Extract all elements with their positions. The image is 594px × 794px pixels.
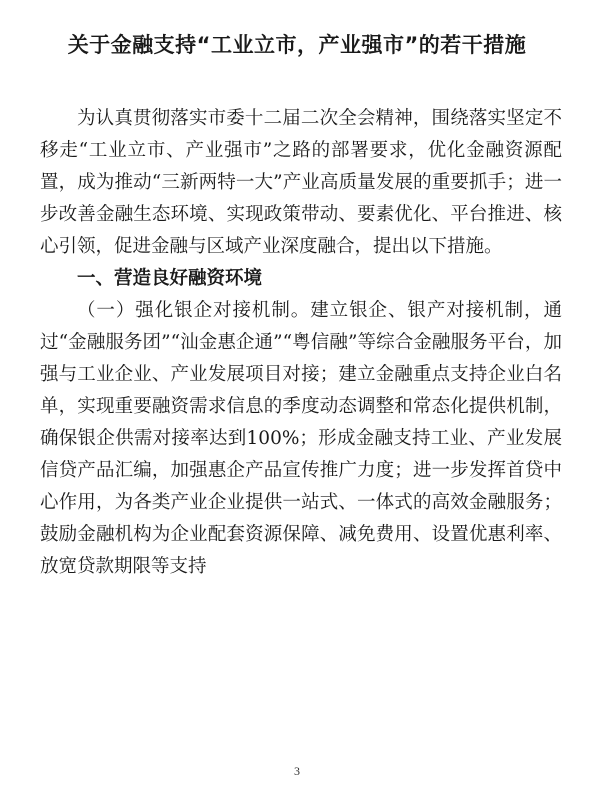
document-title: 关于金融支持“工业立市，产业强市”的若干措施 [67,33,527,57]
intro-paragraph: 为认真贯彻落实市委十二届二次全会精神，围绕落实坚定不移走“工业立市、产业强市”之路的部署要求，优化金融资源配置，成为推动“三新两特一大”产业高质量发展的重要抓手；进一步改善金融生态环境、实现政策带动、要素优化、平台推进、核心引领，促进金融与区域产业深度融合，提出以下措施。 [40,108,562,257]
document-body [40,103,562,583]
page-number: 3 [294,764,300,778]
section-heading: 一、营造良好融资环境 [77,268,263,289]
subsection-paragraph: （一）强化银企对接机制。建立银企、银产对接机制，通过“金融服务团”“汕金惠企通”“粤信融”等综合金融服务平台，加强与工业企业、产业发展项目对接；建立金融重点支持企业白名单，实现重要融资需求信息的季度动态调整和常态化提供机制，确保银企供需对接率达到100%；形成金融支持工业、产业发展信贷产品汇编，加强惠企产品宣传推广力度；进一步发挥首贷中心作用，为各类产业企业提供一站式、一体式的高效金融服务；鼓励金融机构为企业配套资源保障、减免费用、设置优惠利率、放宽贷款期限等支持 [40,300,562,577]
